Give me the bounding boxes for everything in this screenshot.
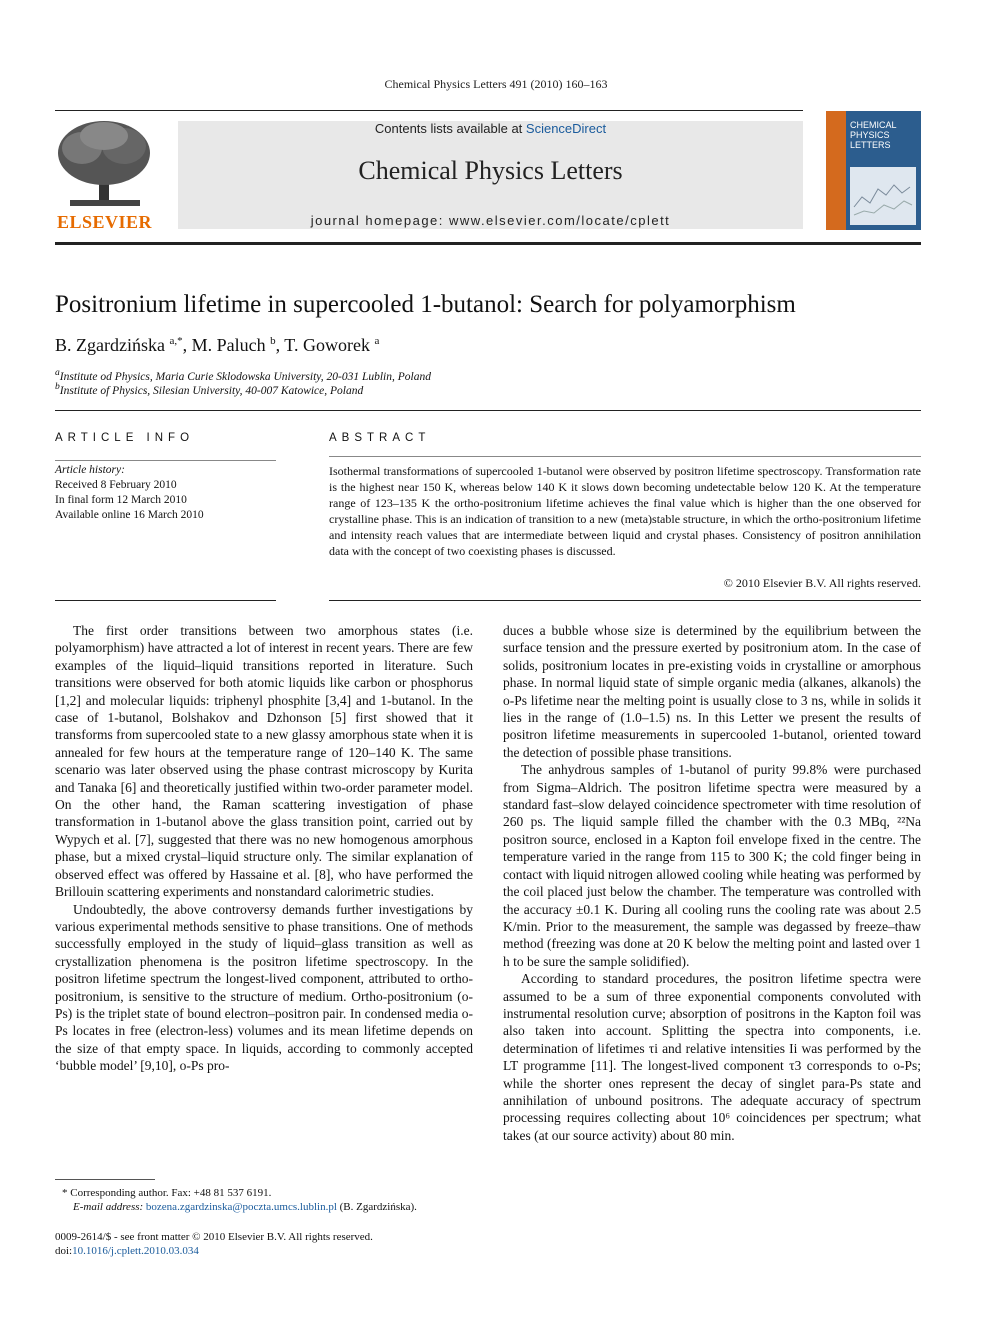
affiliation-mark: b bbox=[55, 381, 60, 392]
article-info-heading: ARTICLE INFO bbox=[55, 432, 195, 444]
abstract-text: Isothermal transformations of supercooled 1-butanol were observed by positron lifetime spectroscopy. Transformation rate is the highest near 150 K, whereas below 140 K it slows down becoming undetectable below 120 K. At the temperature range of 123–135 K the ortho-positronium lifetime achieves the final value which is higher than the one observed for crystalline phase. This is an indication of transition to a new (meta)stable structure, in which the ortho-positronium lifetime and intensity reach values that are intermediate between liquid and crystal phases. Consistency of positron annihilation data with the concept of two coexisting phases is discussed. bbox=[329, 464, 921, 558]
contents-line bbox=[178, 121, 803, 136]
info-bottom-rule bbox=[55, 600, 276, 601]
author-name: T. Goworek bbox=[284, 335, 370, 355]
article-history bbox=[55, 463, 204, 523]
journal-homepage[interactable]: journal homepage: www.elsevier.com/locate/cplett bbox=[310, 213, 671, 228]
body-column-left bbox=[55, 622, 473, 1075]
article-info-rule bbox=[55, 460, 276, 461]
affiliation-text: Institute od Physics, Maria Curie Sklodowska University, 20-031 Lublin, Poland bbox=[59, 370, 431, 383]
footnote-rule bbox=[55, 1179, 155, 1180]
doi-line bbox=[55, 1244, 199, 1259]
final-form-date: In final form 12 March 2010 bbox=[55, 494, 187, 506]
abstract-bottom-rule bbox=[329, 600, 921, 601]
author-list: B. Zgardzińska $^{a,*}$, M. Paluch $^b$, T. Goworek $^a$ bbox=[55, 335, 380, 355]
email-note bbox=[73, 1200, 417, 1215]
elsevier-wordmark: ELSEVIER bbox=[56, 212, 153, 232]
journal-citation: Chemical Physics Letters 491 (2010) 160–163 bbox=[384, 77, 608, 91]
affiliation bbox=[55, 381, 363, 397]
cover-graphic bbox=[850, 167, 916, 225]
issn-line: 0009-2614/$ - see front matter © 2010 Elsevier B.V. All rights reserved. bbox=[55, 1231, 373, 1243]
body-paragraph: Undoubtedly, the above controversy demands further investigations by various experimental methods sensitive to phase transitions. One of methods successfully employed in the study of liquid–glass transition as well as crystallization phenomena is the positron lifetime spectroscopy. In the positron lifetime spectrum the longest-lived component, attributed to ortho-positronium, is sensitive to the structure of medium. Ortho-positronium (o-Ps) is the triplet state of bound electron–positron pair. In condensed media o-Ps locates in free (electron-less) volumes and its mean lifetime depends on the size of that empty space. In liquids, according to commonly accepted ‘bubble model’ [9,10], o-Ps pro- bbox=[55, 901, 473, 1074]
cover-title: CHEMICAL PHYSICS LETTERS bbox=[850, 120, 897, 150]
author-affil-mark: a bbox=[374, 335, 380, 347]
header-top-rule bbox=[55, 110, 803, 111]
email-link[interactable]: bozena.zgardzinska@poczta.umcs.lublin.pl bbox=[145, 1201, 337, 1213]
header-bottom-rule bbox=[55, 242, 921, 245]
abstract-heading: ABSTRACT bbox=[329, 432, 431, 444]
abstract-rule bbox=[329, 456, 921, 457]
history-label: Article history: bbox=[55, 464, 125, 476]
corresponding-author-note: * Corresponding author. Fax: +48 81 537 6191. bbox=[62, 1187, 272, 1199]
email-suffix: (B. Zgardzińska). bbox=[336, 1201, 417, 1213]
body-paragraph: The anhydrous samples of 1-butanol of purity 99.8% were purchased from Sigma–Aldrich. The positron lifetime spectra were measured by a standard fast–slow delayed coincidence spectrometer with time resolution of 260 ps. The liquid sample filled the chamber with the 0.3 MBq, ²²Na positron source, enclosed in a Kapton foil envelope fixed in the centre. The temperature varied in the range from 115 to 300 K; the cold finger being in contact with liquid nitrogen allowed cooling while heating was performed by the coil placed just below the chamber. The temperature was controlled with the accuracy ±0.1 K. During all cooling runs the cooling rate was about 2.5 K/min. Prior to the measurement, the sample was degassed by freeze–thaw method (freezing was done at 20 K below the melting point and lasted over 1 h to be sure the sample solidified). bbox=[503, 762, 921, 969]
journal-name: Chemical Physics Letters bbox=[358, 156, 623, 185]
doi-label: doi: bbox=[55, 1245, 73, 1257]
abstract-copyright: © 2010 Elsevier B.V. All rights reserved. bbox=[723, 576, 921, 590]
body-paragraph: According to standard procedures, the positron lifetime spectra were assumed to be a sum of three exponential components convoluted with instrumental resolution curve; absorption of positrons in the Kapton foil was also taken into account. Splitting the spectra into components, i.e. determination of lifetimes τi and relative intensities Ii was performed by the LT programme [11]. The longest-lived component τ3 corresponds to o-Ps; while the shorter ones represent the decay of singlet para-Ps state and annihilation of unbound positrons. The adequate accuracy of spectrum processing requires collecting about 10⁶ coincidences per spectrum; what takes (at our source activity) about 80 min. bbox=[503, 971, 921, 1143]
article-title: Positronium lifetime in supercooled 1-butanol: Search for polyamorphism bbox=[55, 291, 796, 318]
cover-strip bbox=[826, 111, 846, 230]
contents-prefix: Contents lists available at bbox=[374, 121, 526, 136]
author-name: B. Zgardzińska bbox=[55, 335, 165, 355]
body-column-right bbox=[503, 622, 921, 1144]
sciencedirect-link[interactable]: ScienceDirect bbox=[525, 121, 607, 136]
affiliation-text: Institute of Physics, Silesian University, 40-007 Katowice, Poland bbox=[59, 384, 364, 397]
author-affil-mark: b bbox=[270, 335, 276, 347]
online-date: Available online 16 March 2010 bbox=[55, 509, 204, 521]
received-date: Received 8 February 2010 bbox=[55, 479, 177, 491]
author-affil-mark: a,* bbox=[169, 335, 183, 347]
body-paragraph: The first order transitions between two amorphous states (i.e. polyamorphism) have attracted a lot of interest in recent years. There are few examples of the liquid–liquid transitions reported in literature. Such transitions were observed for both atomic liquids like carbon or phosphorus [1,2] and molecular liquids: triphenyl phosphite [3,4] and 1-butanol. In the case of 1-butanol, Bolshakov and Dzhonson [5] first showed that it transforms from supercooled state to a new glassy amorphous state when it is annealed for few hours at the temperature range of 120–140 K. The same scenario was later observed using the phase contrast microscopy by Kurita and Tanaka [6] and theoretically justified within two-order parameter model. On the other hand, the Raman scattering investigation of phase transformation in 1-butanol above the glass transition point, carried out by Wypych et al. [7], suggested that there was no new homogenous amorphous phase, but a mixed crystal–liquid structure only. The similar explanation of observed effect was offered by Hassaine et al. [8], who have performed the Brillouin scattering experiments and nonstandard calorimetric studies. bbox=[55, 623, 473, 900]
body-paragraph: duces a bubble whose size is determined by the equilibrium between the surface tension and the pressure exerted by positronium atom. In the case of solids, positronium locates in pre-existing voids in crystalline or amorphous phase. In normal liquid state of simple organic media (alkanes, alkanols) the o-Ps lifetime near the melting point is usually close to 3 ns, while in solids it lies in the range of (1.0–1.5) ns. In this Letter we present the results of positron lifetime measurements in supercooled 1-butanol, oriented toward the detection of possible phase transitions. bbox=[503, 623, 921, 760]
journal-cover-image bbox=[826, 111, 921, 230]
affiliation-rule bbox=[55, 410, 921, 411]
author-name: M. Paluch bbox=[191, 335, 266, 355]
email-label: E-mail address: bbox=[73, 1201, 146, 1213]
doi-link[interactable]: 10.1016/j.cplett.2010.03.034 bbox=[72, 1245, 199, 1257]
affiliation-mark: a bbox=[55, 367, 60, 378]
